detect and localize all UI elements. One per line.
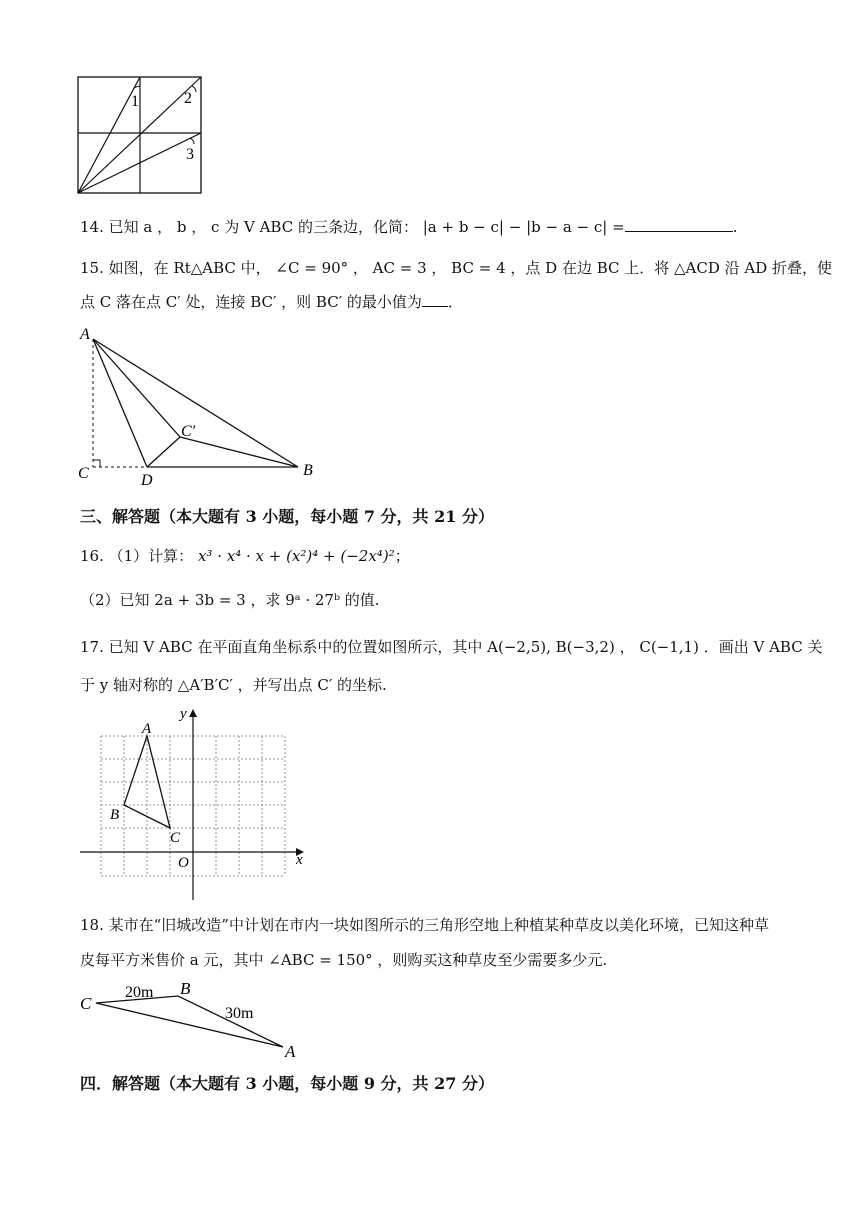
point-label-D: D [141,472,153,489]
point-label-C: C [170,830,181,846]
question-text: 如图，在 Rt△ABC 中， ∠C = 90° ， AC = 3 ， BC = 4 ，点 D 在边 BC 上．将 △ACD 沿 AD 折叠，使 [108,259,833,277]
segment-AB [93,339,298,467]
part-label: （1）计算： [108,547,194,565]
question-15-line-2 [80,292,463,312]
question-end: ． [447,293,463,311]
point-label-A: A [285,1042,296,1060]
coordinate-grid-figure [70,700,320,905]
length-label-BA: 30m [225,1005,254,1022]
axis-label-y: y [180,706,187,722]
section-4-heading: 四．解答题（本大题有 3 小题，每小题 9 分，共 27 分） [80,1074,494,1093]
point-label-C: C [78,465,89,482]
angle-label-2: 2 [184,90,192,107]
point-label-C-prime: C′ [181,423,196,440]
answer-blank[interactable] [422,292,448,307]
origin-label: O [178,855,189,871]
angle-grid-figure [70,70,220,200]
fold-triangle-figure [70,320,330,490]
point-label-B: B [180,979,191,998]
angle-arc-3 [190,138,194,144]
question-17-line-2: 于 y 轴对称的 △A′B′C′ ，并写出点 C′ 的坐标. [80,676,387,694]
segment-DC-prime [147,437,180,467]
segment-AC-prime [93,339,180,437]
question-18-line-2: 皮每平方米售价 a 元，其中 ∠ABC = 150° ，则购买这种草皮至少需要多少元. [80,951,608,969]
expression: x³ · x⁴ · x + (x²)⁴ + (−2x⁴)² [197,547,395,565]
question-end: . [732,218,738,236]
question-number: 18. [80,916,104,934]
triangle-CBA [96,996,283,1047]
question-number: 17. [80,638,104,656]
y-axis-arrow [189,709,197,717]
point-label-C: C [80,994,92,1013]
question-stem: 已知 a ， b ， c 为 V ABC 的三条边，化简： |a + b − c| − |b − a − c| = [108,218,625,236]
length-label-CB: 20m [125,984,154,1001]
right-angle-mark [93,460,100,467]
question-text: 某市在“旧城改造”中计划在市内一块如图所示的三角形空地上种植某种草皮以美化环境，已知这种草 [108,916,769,934]
obtuse-triangle-figure [70,975,310,1060]
point-label-B: B [303,462,313,479]
point-label-A: A [142,721,152,737]
question-text: 点 C 落在点 C′ 处，连接 BC′ ，则 BC′ 的最小值为 [80,293,422,311]
section-3-heading: 三、解答题（本大题有 3 小题，每小题 7 分，共 21 分） [80,507,494,526]
question-16-part-2: （2）已知 2a + 3b = 3 ，求 9ᵃ · 27ᵇ 的值. [80,591,380,609]
question-number: 14. [80,218,104,236]
angle-arc-2 [192,86,196,92]
part-end: ； [394,547,410,565]
angle-label-1: 1 [131,93,139,110]
angle-label-3: 3 [186,146,194,163]
question-text: 已知 V ABC 在平面直角坐标系中的位置如图所示，其中 A(−2,5), B(−3,2) ， C(−1,1) ．画出 V ABC 关 [108,638,823,656]
question-number: 15. [80,259,104,277]
answer-blank[interactable] [625,217,733,232]
segment-BC-prime [180,437,298,467]
point-label-A: A [80,326,90,343]
segment-AD [93,339,147,467]
question-16-part-1 [80,546,410,566]
point-label-B: B [110,807,120,823]
question-number: 16. [80,547,104,565]
question-18-line-1 [80,915,769,935]
question-15-line-1 [80,258,832,278]
question-17-line-1 [80,637,822,657]
question-14 [80,217,737,237]
axis-label-x: x [296,852,303,868]
